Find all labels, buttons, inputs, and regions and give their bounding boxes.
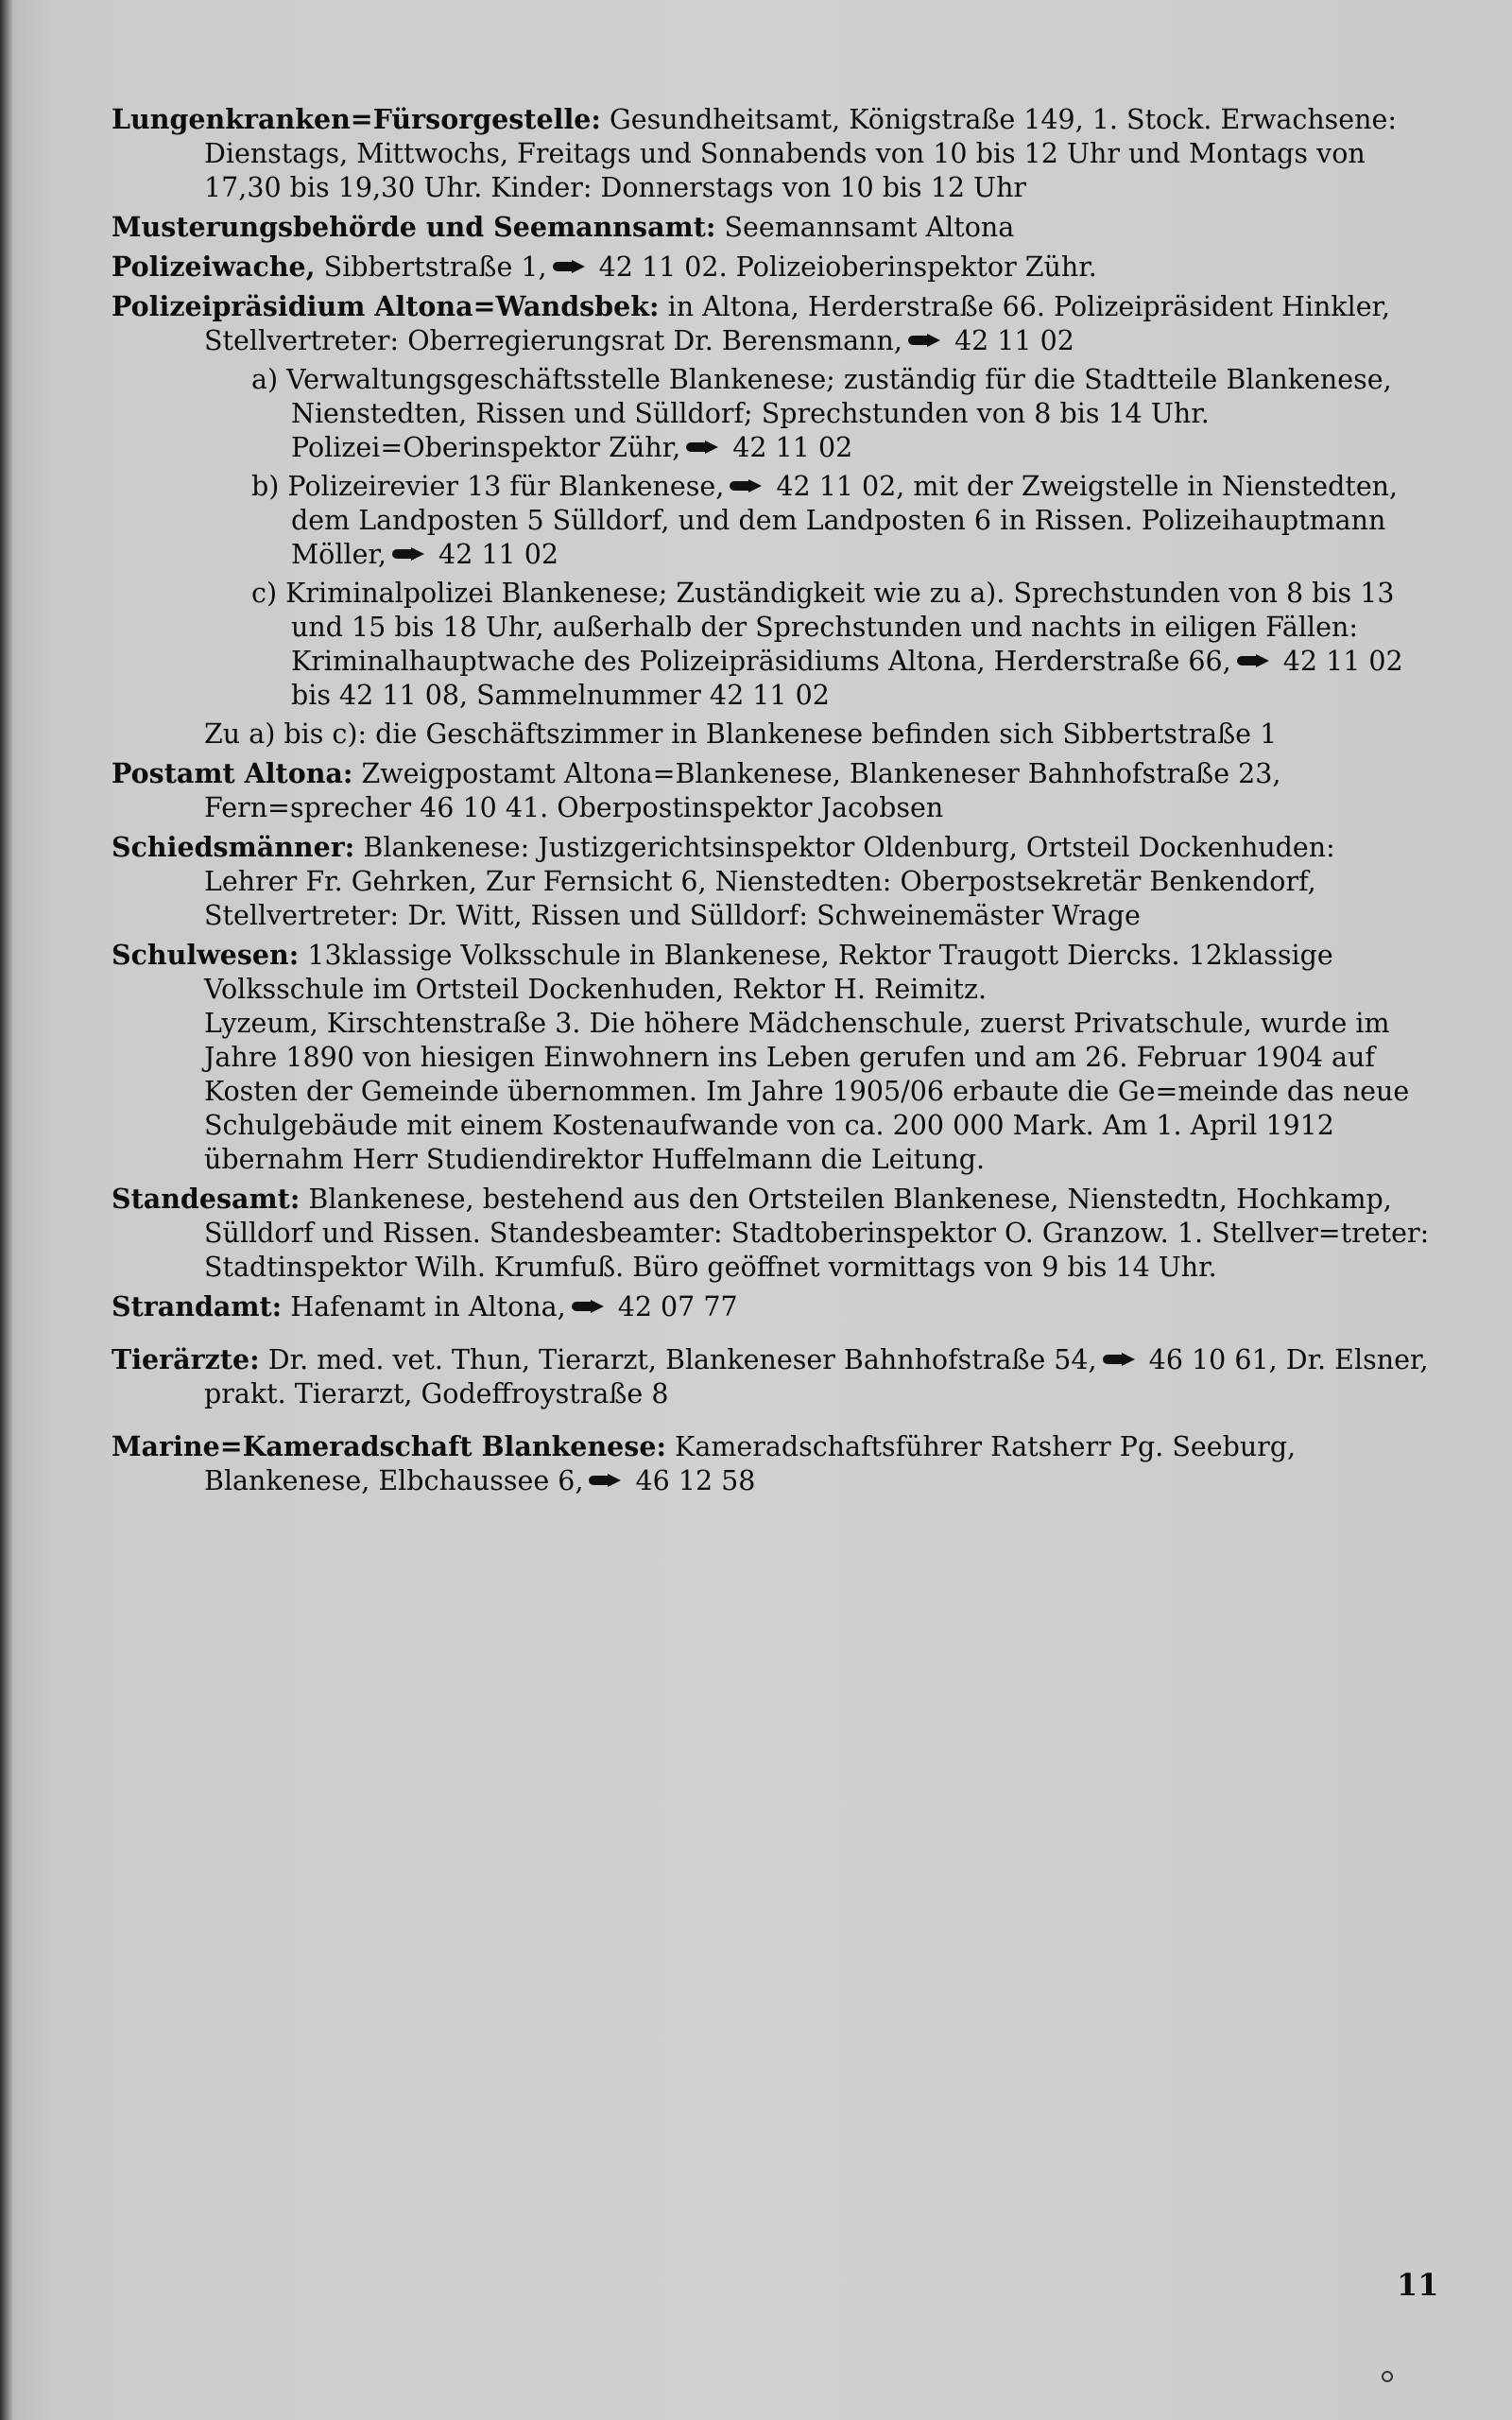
entry-polizeipraesidium xyxy=(112,289,1435,358)
telephone-icon xyxy=(589,1474,623,1487)
entry-key: Musterungsbehörde und Seemannsamt: xyxy=(112,211,716,243)
telephone-icon xyxy=(553,260,587,273)
directory-content xyxy=(112,102,1435,1503)
entry-key: Lungenkranken=Fürsorgestelle: xyxy=(112,103,601,135)
entry-key: Tierärzte: xyxy=(112,1343,260,1375)
entry-standesamt xyxy=(112,1182,1435,1285)
subentry-c xyxy=(112,577,1435,713)
subentry-text: b) Polizeirevier 13 für Blankenese, xyxy=(251,471,725,502)
spacer xyxy=(112,1416,1435,1429)
entry-text: Zweigpostamt Altona=Blankenese, Blankeneser Bahnhofstraße 23, Fern=sprecher 46 10 41. Oberpostinspektor Jacobsen xyxy=(204,758,1281,823)
entry-text: Sibbertstraße 1, xyxy=(315,251,547,283)
entry-text: in Altona, Herderstraße 66. Polizeipräsident Hinkler, Stellvertreter: Oberregierungsrat Dr. Berensmann, xyxy=(204,291,1391,356)
entry-key: Polizeiwache, xyxy=(112,251,316,283)
spacer xyxy=(112,1329,1435,1342)
entry-text: Blankenese: Justizgerichtsinspektor Oldenburg, Ortsteil Dockenhuden: Lehrer Fr. Gehrken, Zur Fernsicht 6, Nienstedten: Oberpostsekretär Benkendorf, Stellvertreter: Dr. Witt, Rissen und Sülldorf: Schweinemäster Wrage xyxy=(204,832,1335,931)
entry-text: 46 10 61, Dr. Elsner, prakt. Tierarzt, Godeffroystraße 8 xyxy=(204,1344,1429,1409)
telephone-icon xyxy=(572,1300,606,1313)
entry-key: Schulwesen: xyxy=(112,939,300,971)
subentry-text: 42 11 02 xyxy=(430,539,558,570)
entry-lungenkranken xyxy=(112,102,1435,205)
entry-paragraph: Lyzeum, Kirschtenstraße 3. Die höhere Mädchenschule, zuerst Privatschule, wurde im Jahre 1890 von hiesigen Einwohnern ins Leben gerufen und am 26. Februar 1904 auf Kosten der Gemeinde übernommen. Im Jahre 1905/06 erbaute die Ge=meinde das neue Schulgebäude mit einem Kostenaufwande von ca. 200 000 Mark. Am 1. April 1912 übernahm Herr Studiendirektor Huffelmann die Leitung. xyxy=(204,1008,1410,1175)
entry-polizeiwache xyxy=(112,250,1435,285)
subentry-b xyxy=(112,470,1435,572)
entry-key: Postamt Altona: xyxy=(112,757,353,789)
telephone-icon xyxy=(908,334,942,347)
entry-text: 42 07 77 xyxy=(609,1291,738,1322)
entry-key: Standesamt: xyxy=(112,1183,301,1215)
paper-speck xyxy=(1382,2371,1393,2382)
entry-musterung xyxy=(112,210,1435,245)
entry-paragraph xyxy=(112,938,1435,1007)
page-number: 11 xyxy=(1397,2267,1439,2303)
entry-text: Gesundheitsamt, Königstraße 149, 1. Stock. Erwachsene: Dienstags, Mittwochs, Freitags und Sonnabends von 10 bis 12 Uhr und Montags von 17,30 bis 19,30 Uhr. Kinder: Donnerstags von 10 bis 12 Uhr xyxy=(204,104,1397,203)
entry-key: Marine=Kameradschaft Blankenese: xyxy=(112,1430,666,1462)
subentry-text: 42 11 02, mit der Zweigstelle in Nienstedten, dem Landposten 5 Sülldorf, und dem Landposten 6 in Rissen. Polizeihauptmann Möller, xyxy=(291,471,1399,570)
entry-marine-kameradschaft xyxy=(112,1429,1435,1498)
subentry-text: a) Verwaltungsgeschäftsstelle Blankenese; zuständig für die Stadtteile Blankenese, Nienstedten, Rissen und Sülldorf; Sprechstunden von 8 bis 14 Uhr. Polizei=Oberinspektor Zühr, xyxy=(251,364,1392,463)
entry-key: Polizeipräsidium Altona=Wandsbek: xyxy=(112,290,660,322)
entry-strandamt xyxy=(112,1289,1435,1324)
entry-text: Seemannsamt Altona xyxy=(715,212,1015,243)
entry-schiedsmaenner xyxy=(112,830,1435,933)
entry-text: 46 12 58 xyxy=(627,1465,756,1496)
entry-key: Schiedsmänner: xyxy=(112,831,355,863)
entry-text: Dr. med. vet. Thun, Tierarzt, Blankeneser Bahnhofstraße 54, xyxy=(259,1344,1097,1375)
entry-schulwesen xyxy=(112,938,1435,1177)
entry-text: 42 11 02. Polizeioberinspektor Zühr. xyxy=(590,251,1097,283)
subentry-text: 42 11 02 xyxy=(724,432,853,463)
subentry-text: c) Kriminalpolizei Blankenese; Zuständigkeit wie zu a). Sprechstunden von 8 bis 13 und 15 bis 18 Uhr, außerhalb der Sprechstunden und nachts in eiligen Fällen: Kriminalhauptwache des Polizeipräsidiums Altona, Herderstraße 66, xyxy=(251,578,1395,677)
entry-text: Blankenese, bestehend aus den Ortsteilen Blankenese, Nienstedtn, Hochkamp, Sülldorf und Rissen. Standesbeamter: Stadtoberinspektor O. Granzow. 1. Stellver=treter: Stadtinspektor Wilh. Krumfuß. Büro geöffnet vormittags von 9 bis 14 Uhr. xyxy=(204,1184,1430,1283)
telephone-icon xyxy=(730,479,764,493)
entry-text: Hafenamt in Altona, xyxy=(282,1291,566,1322)
subentry-a xyxy=(112,363,1435,465)
entry-text: Kameradschaftsführer Ratsherr Pg. Seeburg, Blankenese, Elbchaussee 6, xyxy=(204,1431,1297,1496)
telephone-icon xyxy=(392,547,426,561)
entry-tieraerzte xyxy=(112,1342,1435,1411)
telephone-icon xyxy=(1237,654,1271,667)
telephone-icon xyxy=(1103,1353,1137,1366)
entry-key: Strandamt: xyxy=(112,1290,283,1322)
entry-postamt xyxy=(112,756,1435,825)
subentry-note: Zu a) bis c): die Geschäftszimmer in Blankenese befinden sich Sibbertstraße 1 xyxy=(204,718,1278,750)
telephone-icon xyxy=(686,441,720,454)
entry-text: 42 11 02 xyxy=(945,325,1074,356)
subentry-text: 42 11 02 bis 42 11 08, Sammelnummer 42 11 02 xyxy=(291,646,1403,711)
entry-text: 13klassige Volksschule in Blankenese, Rektor Traugott Diercks. 12klassige Volksschule im Ortsteil Dockenhuden, Rektor H. Reimitz. xyxy=(204,940,1333,1005)
